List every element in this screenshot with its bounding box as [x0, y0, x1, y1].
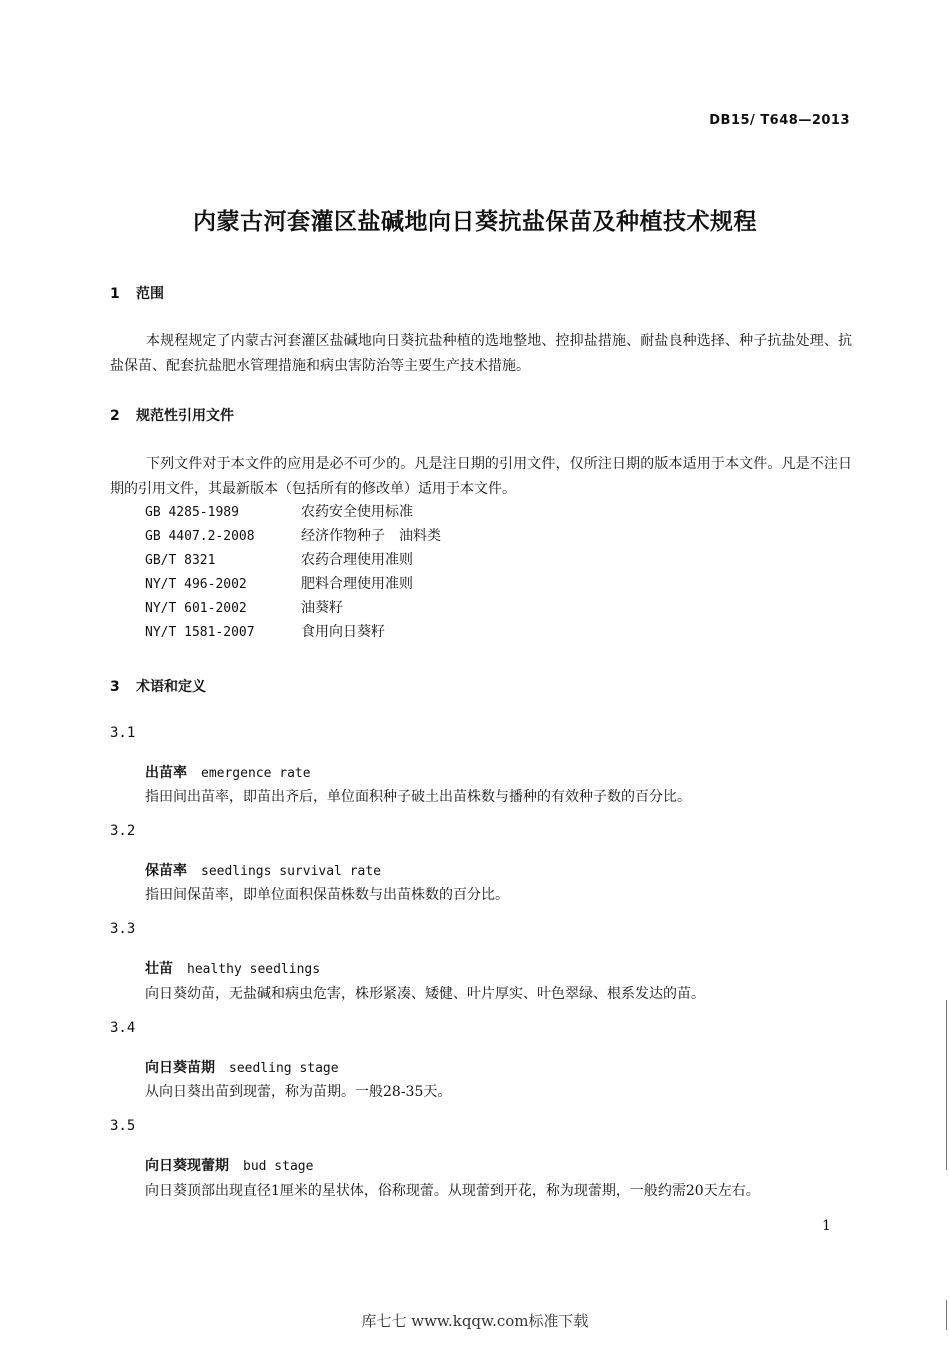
reference-row	[145, 596, 441, 620]
section-2-paragraph: 下列文件对于本文件的应用是必不可少的。凡是注日期的引用文件，仅所注日期的版本适用于本文件。凡是不注日期的引用文件，其最新版本（包括所有的修改单）适用于本文件。	[110, 456, 852, 497]
reference-code: NY/T 496-2002	[145, 577, 247, 592]
reference-name: 农药安全使用标准	[301, 504, 413, 520]
reference-row	[145, 548, 441, 572]
reference-row	[145, 524, 441, 548]
section-1-heading	[110, 283, 164, 303]
reference-code: GB/T 8321	[145, 553, 216, 568]
section-title: 范围	[136, 286, 164, 302]
section-3-heading	[110, 676, 206, 696]
term-number: 3.1	[110, 725, 136, 741]
term-heading	[145, 1057, 339, 1077]
reference-name: 农药合理使用准则	[301, 552, 413, 568]
term-english: seedlings survival rate	[201, 864, 382, 879]
term-chinese: 向日葵苗期	[145, 1060, 215, 1076]
scan-edge-mark	[946, 1000, 947, 1170]
reference-name: 肥料合理使用准则	[301, 576, 413, 592]
section-title: 规范性引用文件	[136, 408, 234, 424]
reference-name: 食用向日葵籽	[301, 624, 385, 640]
term-heading	[145, 762, 311, 782]
term-definition: 向日葵顶部出现直径1厘米的星状体，俗称现蕾。从现蕾到开花，称为现蕾期，一般约需20天左右。	[145, 1183, 760, 1199]
term-chinese: 向日葵现蕾期	[145, 1158, 229, 1174]
term-chinese: 保苗率	[145, 863, 187, 879]
section-title: 术语和定义	[136, 679, 206, 695]
document-number: DB15/ T648—2013	[709, 113, 850, 128]
reference-name: 经济作物种子 油料类	[301, 528, 441, 544]
term-english: seedling stage	[229, 1061, 339, 1076]
term-english: emergence rate	[201, 766, 311, 781]
term-heading	[145, 1155, 313, 1175]
term-definition: 从向日葵出苗到现蕾，称为苗期。一般28-35天。	[145, 1084, 452, 1100]
term-chinese: 出苗率	[145, 765, 187, 781]
document-title: 内蒙古河套灌区盐碱地向日葵抗盐保苗及种植技术规程	[193, 209, 757, 235]
reference-code: GB 4407.2-2008	[145, 529, 255, 544]
section-number: 3	[110, 679, 120, 695]
section-number: 2	[110, 408, 120, 424]
reference-row	[145, 572, 441, 596]
term-number: 3.5	[110, 1118, 136, 1134]
reference-code: NY/T 1581-2007	[145, 625, 255, 640]
term-number: 3.3	[110, 921, 136, 937]
term-definition: 向日葵幼苗，无盐碱和病虫危害，株形紧凑、矮健、叶片厚实、叶色翠绿、根系发达的苗。	[145, 986, 705, 1002]
term-definition: 指田间保苗率，即单位面积保苗株数与出苗株数的百分比。	[145, 887, 509, 903]
section-2-heading	[110, 405, 234, 425]
reference-row	[145, 500, 441, 524]
term-english: bud stage	[243, 1159, 314, 1174]
term-chinese: 壮苗	[145, 961, 173, 977]
footer-watermark: 库七七 www.kqqw.com标准下载	[361, 1312, 589, 1330]
scan-edge-mark	[946, 1300, 947, 1330]
reference-code: GB 4285-1989	[145, 505, 239, 520]
section-1-paragraph: 本规程规定了内蒙古河套灌区盐碱地向日葵抗盐种植的选地整地、控抑盐措施、耐盐良种选择、种子抗盐处理、抗盐保苗、配套抗盐肥水管理措施和病虫害防治等主要生产技术措施。	[110, 333, 852, 374]
reference-row	[145, 620, 441, 644]
term-heading	[145, 958, 320, 978]
term-number: 3.4	[110, 1020, 136, 1036]
page-number: 1	[822, 1218, 831, 1234]
reference-name: 油葵籽	[301, 600, 343, 616]
term-number: 3.2	[110, 823, 136, 839]
term-heading	[145, 860, 381, 880]
section-number: 1	[110, 286, 120, 302]
reference-code: NY/T 601-2002	[145, 601, 247, 616]
reference-list	[145, 500, 441, 644]
term-definition: 指田间出苗率，即苗出齐后，单位面积种子破土出苗株数与播种的有效种子数的百分比。	[145, 789, 691, 805]
term-english: healthy seedlings	[187, 962, 321, 977]
